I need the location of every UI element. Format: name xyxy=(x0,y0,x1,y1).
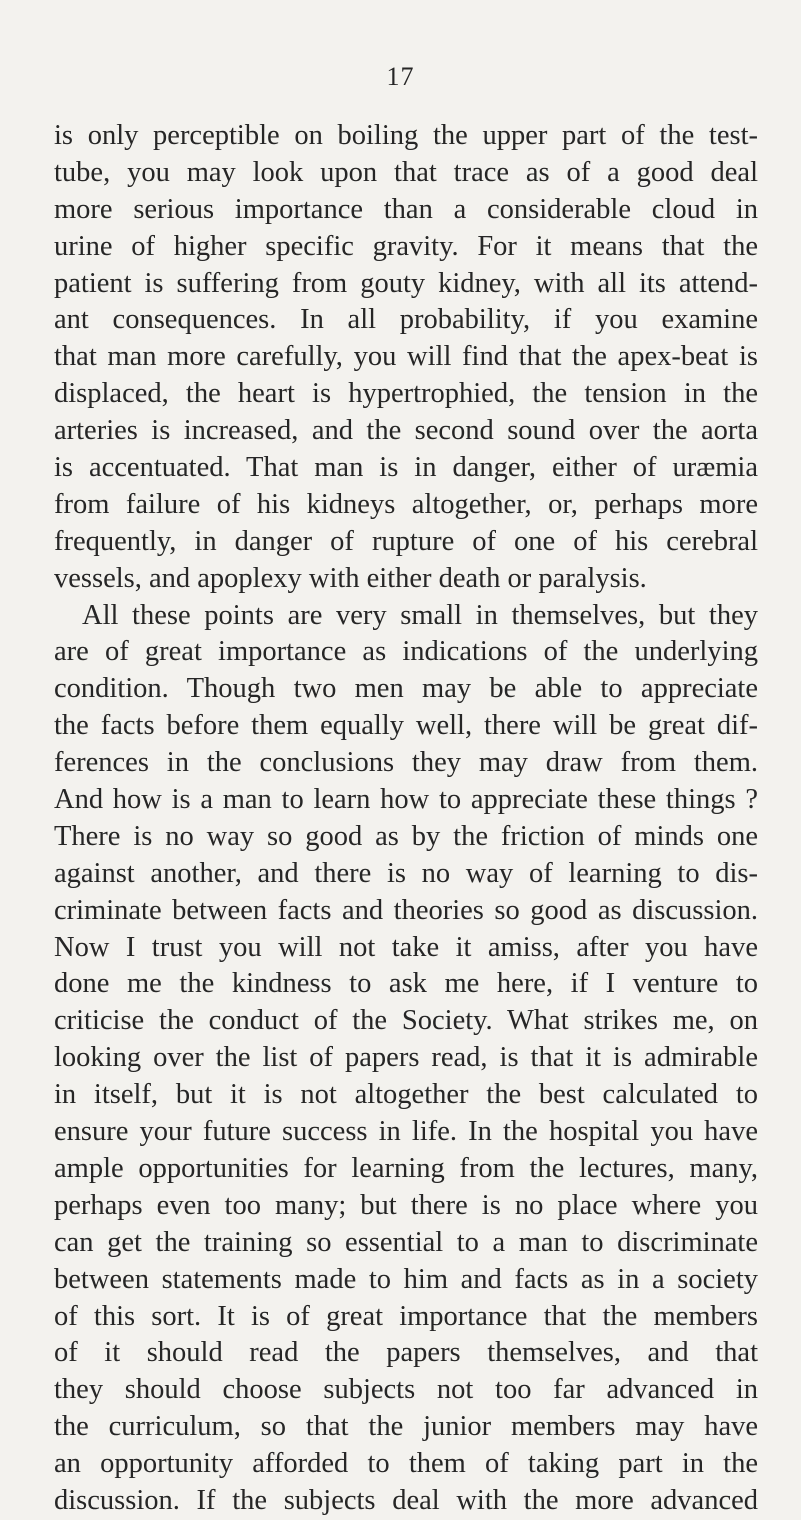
page-number: 17 xyxy=(386,62,415,91)
text-line: And how is a man to learn how to appreciate these things ? xyxy=(54,784,758,816)
text-line: more serious importance than a considerable cloud in xyxy=(54,193,758,225)
text-line: criticise the conduct of the Society. What strikes me, on xyxy=(54,1005,758,1037)
text-line: perhaps even too many; but there is no place where you xyxy=(54,1189,758,1221)
text-line: that man more carefully, you will find that the apex-beat is xyxy=(54,341,758,373)
text-line: in itself, but it is not altogether the best calculated to xyxy=(54,1079,758,1111)
text-line: is accentuated. That man is in danger, either of uræmia xyxy=(54,452,758,484)
text-line: from failure of his kidneys altogether, or, perhaps more xyxy=(54,488,758,520)
text-line: looking over the list of papers read, is that it is admirable xyxy=(54,1042,758,1074)
text-line: arteries is increased, and the second sound over the aorta xyxy=(54,415,758,447)
text-line: vessels, and apoplexy with either death or paralysis. xyxy=(54,562,647,594)
text-line: ant consequences. In all probability, if you examine xyxy=(54,304,758,336)
text-line: they should choose subjects not too far advanced in xyxy=(54,1374,758,1406)
text-line: patient is suffering from gouty kidney, with all its attend- xyxy=(54,267,758,299)
text-line: done me the kindness to ask me here, if I venture to xyxy=(54,968,758,1000)
text-line: frequently, in danger of rupture of one of his cerebral xyxy=(54,525,758,557)
text-line: criminate between facts and theories so good as discussion. xyxy=(54,894,758,926)
text-line: of this sort. It is of great importance that the members xyxy=(54,1300,758,1332)
text-line: are of great importance as indications of the underlying xyxy=(54,636,758,668)
text-line: Now I trust you will not take it amiss, after you have xyxy=(54,931,758,963)
text-line: of it should read the papers themselves, and that xyxy=(54,1337,758,1369)
text-line: between statements made to him and facts as in a society xyxy=(54,1263,758,1295)
text-line: an opportunity afforded to them of taking part in the xyxy=(54,1448,758,1480)
body-text xyxy=(54,118,758,1520)
text-line: All these points are very small in themselves, but they xyxy=(82,599,758,631)
text-line: condition. Though two men may be able to appreciate xyxy=(54,673,758,705)
text-line: ensure your future success in life. In the hospital you have xyxy=(54,1116,758,1148)
text-line: can get the training so essential to a man to discriminate xyxy=(54,1226,758,1258)
text-line: urine of higher specific gravity. For it means that the xyxy=(54,230,758,262)
text-line: discussion. If the subjects deal with the more advanced xyxy=(54,1484,758,1516)
text-line: ample opportunities for learning from the lectures, many, xyxy=(54,1152,758,1184)
text-line: There is no way so good as by the friction of minds one xyxy=(54,820,758,852)
text-line: against another, and there is no way of learning to dis- xyxy=(54,857,758,889)
text-line: is only perceptible on boiling the upper part of the test- xyxy=(54,120,758,151)
text-line: displaced, the heart is hypertrophied, the tension in the xyxy=(54,378,758,410)
text-line: ferences in the conclusions they may draw from them. xyxy=(54,747,758,779)
text-line: the facts before them equally well, there will be great dif- xyxy=(54,710,758,742)
text-line: tube, you may look upon that trace as of a good deal xyxy=(54,156,758,188)
text-line: the curriculum, so that the junior members may have xyxy=(54,1411,758,1443)
